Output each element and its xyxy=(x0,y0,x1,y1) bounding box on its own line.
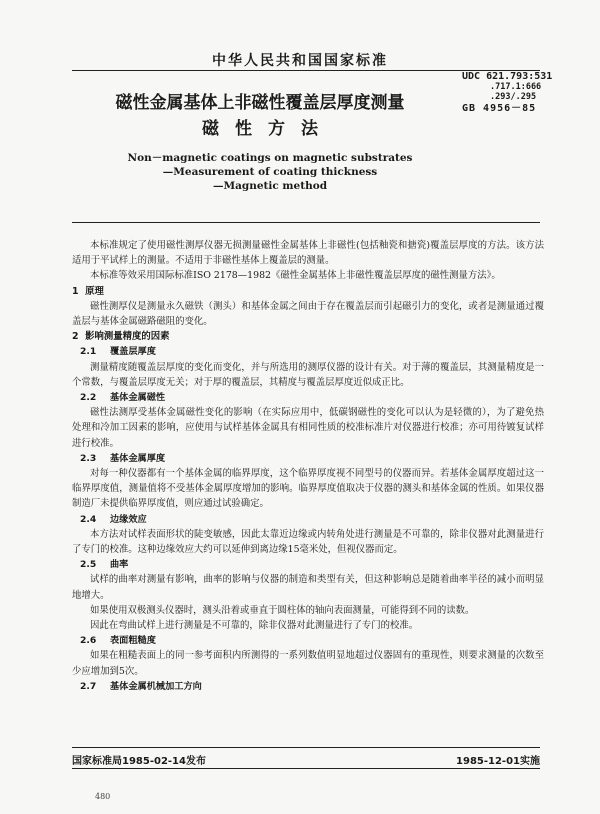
intro-paragraph: 本标准规定了使用磁性测厚仪器无损测量磁性金属基体上非磁性(包括釉瓷和搪瓷)覆盖层厚度的方法。该方法适用于平试样上的测量。不适用于非磁性基体上覆盖层的测量。 xyxy=(72,240,544,267)
section-paragraph: 磁性测厚仪是测量永久磁铁（测头）和基体金属之间由于存在覆盖层而引起磁引力的变化，或者是测量通过覆盖层与基体金属磁路磁阻的变化。 xyxy=(72,300,544,328)
standard-header: 中华人民共和国国家标准 xyxy=(212,53,388,69)
subsection-heading: 2.2 基体金属磁性 xyxy=(80,392,166,404)
udc-line-3: .293/.295 xyxy=(490,92,537,102)
subsection-paragraph: 因此在弯曲试样上进行测量是不可靠的，除非仪器对此测量进行了专门的校准。 xyxy=(90,620,419,632)
subsection-paragraph: 试样的曲率对测量有影响，曲率的影响与仪器的制造和类型有关，但这种影响总是随着曲率半径的减小而明显地增大。 xyxy=(72,574,544,601)
footer-rule-bottom xyxy=(72,768,540,769)
subsection-heading: 2.5 曲率 xyxy=(80,559,129,571)
udc-line-2: .717.1:666 xyxy=(490,82,542,92)
page-number: 480 xyxy=(95,792,111,801)
subsection-heading: 2.1 覆盖层厚度 xyxy=(80,346,156,358)
title-en-line-3: —Magnetic method xyxy=(212,180,328,192)
approval-date: 国家标准局1985-02-14发布 xyxy=(72,756,206,767)
subsection-paragraph: 如果在粗糙表面上的同一参考面积内所测得的一系列数值明显地超过仪器固有的重现性，则要求测量的次数至少应增加到5次。 xyxy=(72,650,544,677)
title-cn-main: 磁性金属基体上非磁性覆盖层厚度测量 xyxy=(115,93,405,113)
title-en-line-2: —Measurement of coating thickness xyxy=(162,166,378,178)
title-cn xyxy=(80,90,440,142)
gb-code: GB 4956－85 xyxy=(462,103,537,114)
intro-paragraph: 本标准等效采用国际标准ISO 2178—1982《磁性金属基体上非磁性覆盖层厚度的磁性测量方法》。 xyxy=(90,270,501,282)
section-heading: 2 影响测量精度的因素 xyxy=(72,331,170,343)
implementation-date: 1985-12-01实施 xyxy=(456,756,540,767)
subsection-paragraph: 测量精度随覆盖层厚度的变化而变化，并与所选用的测厚仪器的设计有关。对于薄的覆盖层，其测量精度是一个常数，与覆盖层厚度无关；对于厚的覆盖层，其精度与覆盖层厚度近似成正比。 xyxy=(72,361,544,388)
title-rule xyxy=(72,222,540,223)
title-en xyxy=(120,151,420,193)
subsection-heading: 2.3 基体金属厚度 xyxy=(80,452,166,464)
udc-line-1: UDC 621.793:531 xyxy=(462,71,553,82)
subsection-paragraph: 磁性法测厚受基体金属磁性变化的影响（在实际应用中，低碳钢磁性的变化可以认为是轻微的），为了避免热处理和冷加工因素的影响，应使用与试样基体金属具有相同性质的校准标准片对仪器进行校准；亦可用待镀复试样进行校准。 xyxy=(72,407,544,449)
subsection-heading: 2.7 基体金属机械加工方向 xyxy=(80,680,202,692)
subsection-paragraph: 对每一种仪器都有一个基体金属的临界厚度，这个临界厚度视不同型号的仪器而异。若基体金属厚度超过这一临界厚度值，测量值将不受基体金属厚度增加的影响。临界厚度值取决于仪器的测头和基体金属的性质。如果仪器制造厂未提供临界厚度值，则应通过试验确定。 xyxy=(72,468,544,510)
subsection-paragraph: 如果使用双极测头仪器时，测头沿着或垂直于圆柱体的轴向表面测量，可能得到不同的读数。 xyxy=(90,604,475,616)
subsection-heading: 2.6 表面粗糙度 xyxy=(80,635,156,647)
subsection-paragraph: 本方法对试样表面形状的陡变敏感，因此太靠近边缘或内转角处进行测量是不可靠的，除非仪器对此测量进行了专门的校准。这种边缘效应大约可以延伸到离边缘15毫米处，但视仪器而定。 xyxy=(72,528,544,556)
title-en-line-1: Non－magnetic coatings on magnetic substrates xyxy=(127,152,413,164)
section-heading: 1 原理 xyxy=(72,285,104,297)
document-body xyxy=(72,238,544,694)
subsection-heading: 2.4 边缘效应 xyxy=(80,513,147,525)
classification-block xyxy=(462,72,572,114)
title-cn-sub: 磁性方法 xyxy=(202,119,334,139)
footer-rule xyxy=(72,747,540,748)
